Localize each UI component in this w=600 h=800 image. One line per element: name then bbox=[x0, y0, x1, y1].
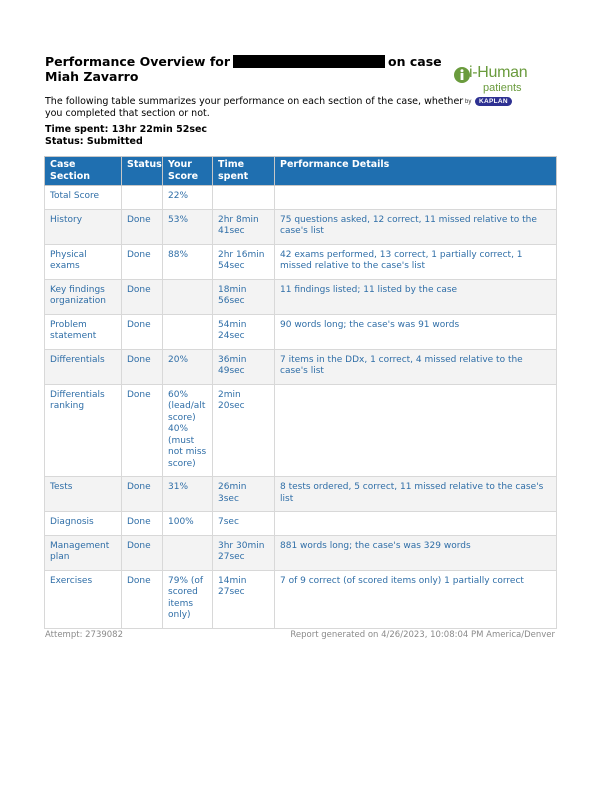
time-spent: Time spent: 13hr 22min 52sec bbox=[45, 124, 208, 135]
table-cell: 18min 56sec bbox=[213, 279, 275, 314]
table-row bbox=[45, 535, 557, 570]
table-cell: Done bbox=[122, 244, 163, 279]
table-row bbox=[45, 570, 557, 628]
attempt-id: Attempt: 2739082 bbox=[45, 630, 123, 640]
table-cell: 7 of 9 correct (of scored items only) 1 partially correct bbox=[275, 570, 557, 628]
table-cell: Differentials ranking bbox=[45, 384, 122, 477]
table-row bbox=[45, 512, 557, 536]
table-cell bbox=[275, 186, 557, 210]
table-cell: 14min 27sec bbox=[213, 570, 275, 628]
column-header: Your Score bbox=[163, 157, 213, 186]
performance-table bbox=[44, 156, 557, 629]
table-cell: Done bbox=[122, 349, 163, 384]
table-row bbox=[45, 186, 557, 210]
table-cell bbox=[163, 314, 213, 349]
table-cell: 3hr 30min 27sec bbox=[213, 535, 275, 570]
table-cell: 20% bbox=[163, 349, 213, 384]
logo-company: KAPLAN bbox=[475, 97, 512, 106]
title-suffix: on case bbox=[388, 54, 442, 69]
table-row bbox=[45, 384, 557, 477]
table-cell: 7sec bbox=[213, 512, 275, 536]
table-cell: Done bbox=[122, 512, 163, 536]
table-cell: Done bbox=[122, 535, 163, 570]
column-header: Time spent bbox=[213, 157, 275, 186]
table-row bbox=[45, 279, 557, 314]
table-cell: Total Score bbox=[45, 186, 122, 210]
table-cell: 26min 3sec bbox=[213, 477, 275, 512]
table-cell: 79% (of scored items only) bbox=[163, 570, 213, 628]
table-cell: 100% bbox=[163, 512, 213, 536]
table-cell: Done bbox=[122, 570, 163, 628]
table-cell: 11 findings listed; 11 listed by the case bbox=[275, 279, 557, 314]
ihuman-patients-logo bbox=[453, 64, 543, 114]
table-cell: Done bbox=[122, 384, 163, 477]
table-cell: 60% (lead/alt score) 40% (must not miss score) bbox=[163, 384, 213, 477]
table-row bbox=[45, 314, 557, 349]
table-header-row bbox=[45, 157, 557, 186]
title-prefix: Performance Overview for bbox=[45, 54, 231, 69]
redacted-student-name bbox=[233, 55, 385, 68]
logo-sub: patients bbox=[483, 82, 522, 94]
table-cell: 42 exams performed, 13 correct, 1 partially correct, 1 missed relative to the case's list bbox=[275, 244, 557, 279]
table-cell: 75 questions asked, 12 correct, 11 missed relative to the case's list bbox=[275, 209, 557, 244]
table-cell: History bbox=[45, 209, 122, 244]
table-cell: Done bbox=[122, 209, 163, 244]
table-cell bbox=[275, 512, 557, 536]
table-cell: 2hr 16min 54sec bbox=[213, 244, 275, 279]
attempt-meta bbox=[45, 124, 207, 148]
table-cell: Key findings organization bbox=[45, 279, 122, 314]
logo-brand: i-Human bbox=[469, 64, 528, 81]
table-cell bbox=[163, 279, 213, 314]
table-row bbox=[45, 349, 557, 384]
table-cell: Problem statement bbox=[45, 314, 122, 349]
table-cell: Differentials bbox=[45, 349, 122, 384]
table-cell: 90 words long; the case's was 91 words bbox=[275, 314, 557, 349]
table-cell: Physical exams bbox=[45, 244, 122, 279]
table-cell: Done bbox=[122, 477, 163, 512]
column-header: Status bbox=[122, 157, 163, 186]
table-cell: Done bbox=[122, 314, 163, 349]
table-row bbox=[45, 244, 557, 279]
table-row bbox=[45, 209, 557, 244]
logo-by: by bbox=[465, 99, 472, 105]
table-cell: 54min 24sec bbox=[213, 314, 275, 349]
table-cell: Management plan bbox=[45, 535, 122, 570]
table-cell: 7 items in the DDx, 1 correct, 4 missed relative to the case's list bbox=[275, 349, 557, 384]
table-cell: 31% bbox=[163, 477, 213, 512]
case-name: Miah Zavarro bbox=[45, 69, 139, 84]
table-cell bbox=[213, 186, 275, 210]
table-cell: 53% bbox=[163, 209, 213, 244]
table-cell: Exercises bbox=[45, 570, 122, 628]
table-cell: 881 words long; the case's was 329 words bbox=[275, 535, 557, 570]
table-cell: 88% bbox=[163, 244, 213, 279]
table-cell: Tests bbox=[45, 477, 122, 512]
table-cell: Diagnosis bbox=[45, 512, 122, 536]
intro-text: The following table summarizes your performance on each section of the case, whether you completed that section or not. bbox=[45, 96, 464, 119]
table-cell: 22% bbox=[163, 186, 213, 210]
table-cell: 8 tests ordered, 5 correct, 11 missed relative to the case's list bbox=[275, 477, 557, 512]
table-row bbox=[45, 477, 557, 512]
column-header: Performance Details bbox=[275, 157, 557, 186]
report-generated: Report generated on 4/26/2023, 10:08:04 PM America/Denver bbox=[290, 630, 555, 640]
submission-status: Status: Submitted bbox=[45, 136, 143, 147]
column-header: Case Section bbox=[45, 157, 122, 186]
table-cell: Done bbox=[122, 279, 163, 314]
table-cell bbox=[163, 535, 213, 570]
table-cell bbox=[275, 384, 557, 477]
table-cell bbox=[122, 186, 163, 210]
table-cell: 2min 20sec bbox=[213, 384, 275, 477]
table-cell: 36min 49sec bbox=[213, 349, 275, 384]
table-cell: 2hr 8min 41sec bbox=[213, 209, 275, 244]
